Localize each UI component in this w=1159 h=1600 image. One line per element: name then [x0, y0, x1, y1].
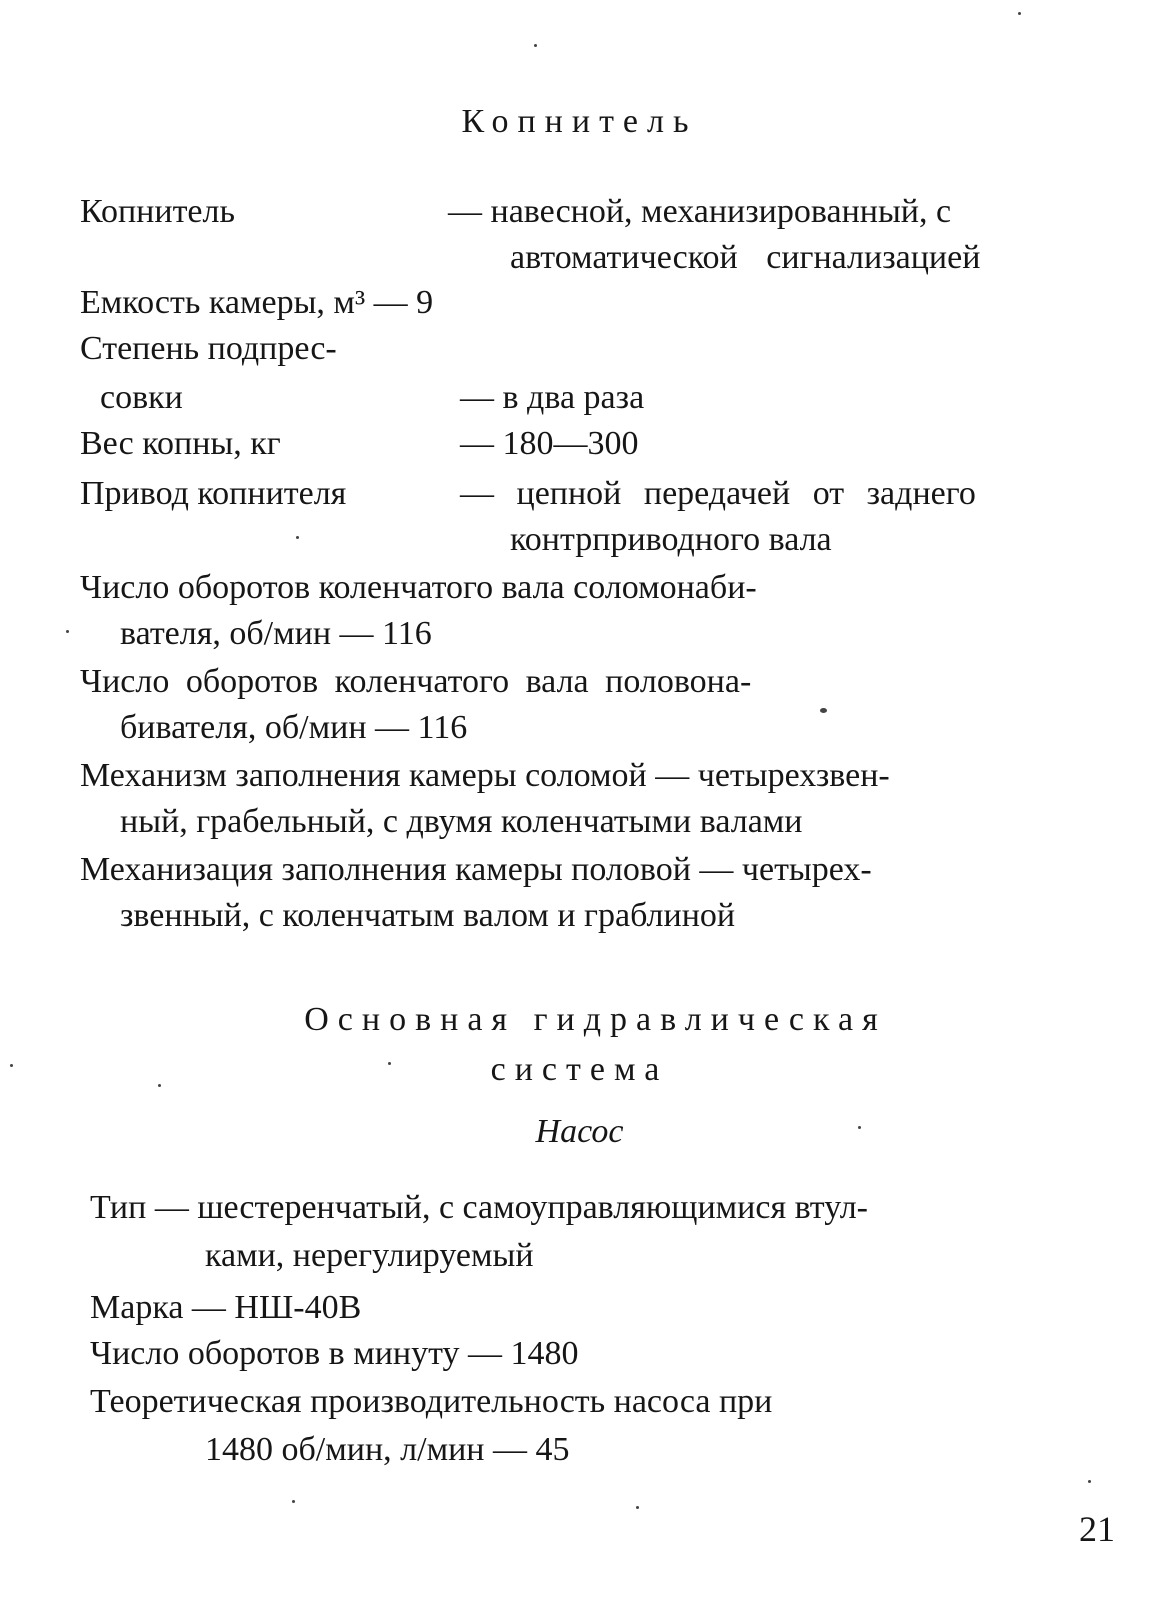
scan-speck: [158, 1084, 161, 1087]
section-subtitle-pump: Насос: [535, 1113, 624, 1150]
spec-value: — в два раза: [460, 379, 645, 416]
spec-line-cont: вателя, об/мин — 116: [120, 615, 432, 652]
spec-line: Число оборотов коленчатого вала половона-: [80, 663, 752, 700]
scan-speck: [66, 630, 69, 633]
spec-line-cont: бивателя, об/мин — 116: [120, 709, 468, 746]
scan-speck: [1088, 1480, 1091, 1483]
spec-line: Число оборотов в минуту — 1480: [90, 1335, 579, 1372]
scan-speck: [292, 1500, 295, 1503]
spec-label: Степень подпрес-: [80, 330, 337, 367]
spec-value: — цепной передачей от заднего: [460, 475, 976, 512]
spec-value: [448, 192, 1094, 232]
scan-speck: [388, 1062, 391, 1065]
spec-value: — 180—300: [460, 425, 639, 462]
spec-line-cont: звенный, с коленчатым валом и граблиной: [120, 897, 736, 934]
spec-line: Механизация заполнения камеры половой — четырех-: [80, 851, 872, 888]
spec-line: Теоретическая производительность насоса при: [90, 1383, 773, 1420]
spec-line: Тип — шестеренчатый, с самоуправляющимися втул-: [90, 1189, 868, 1226]
spec-line-cont: ками, нерегулируемый: [205, 1237, 534, 1274]
scan-speck: [534, 44, 537, 47]
spec-label: Копнитель: [80, 193, 235, 230]
section-title-hydraulic: Основная гидравлическая: [304, 1001, 887, 1038]
spec-value-text: — навесной, механизированный, с: [448, 193, 952, 230]
spec-line: Марка — НШ-40В: [90, 1289, 362, 1326]
section-title-hydraulic-cont: система: [490, 1051, 669, 1088]
scan-speck: [636, 1506, 639, 1509]
scan-speck: [296, 536, 299, 539]
spec-line-cont: 1480 об/мин, л/мин — 45: [205, 1431, 570, 1468]
spec-label: Вес копны, кг: [80, 425, 281, 462]
scan-speck: [820, 708, 827, 713]
spec-value-cont: контрприводного вала: [510, 521, 832, 558]
spec-line: Число оборотов коленчатого вала соломонаби-: [80, 569, 757, 606]
spec-label: Привод копнителя: [80, 475, 347, 512]
spec-value-cont: автоматической сигнализацией: [510, 239, 981, 276]
section-title-kopnitel: Копнитель: [461, 103, 698, 140]
spec-line: Механизм заполнения камеры соломой — четырехзвен-: [80, 757, 890, 794]
scan-speck: [858, 1126, 861, 1129]
scan-speck: [10, 1064, 13, 1067]
page-number: 21: [1079, 1509, 1115, 1549]
spec-line-cont: ный, грабельный, с двумя коленчатыми валами: [120, 803, 803, 840]
spec-line: Емкость камеры, м³ — 9: [80, 284, 434, 321]
scan-speck: [1018, 12, 1021, 15]
spec-label: совки: [100, 379, 183, 416]
